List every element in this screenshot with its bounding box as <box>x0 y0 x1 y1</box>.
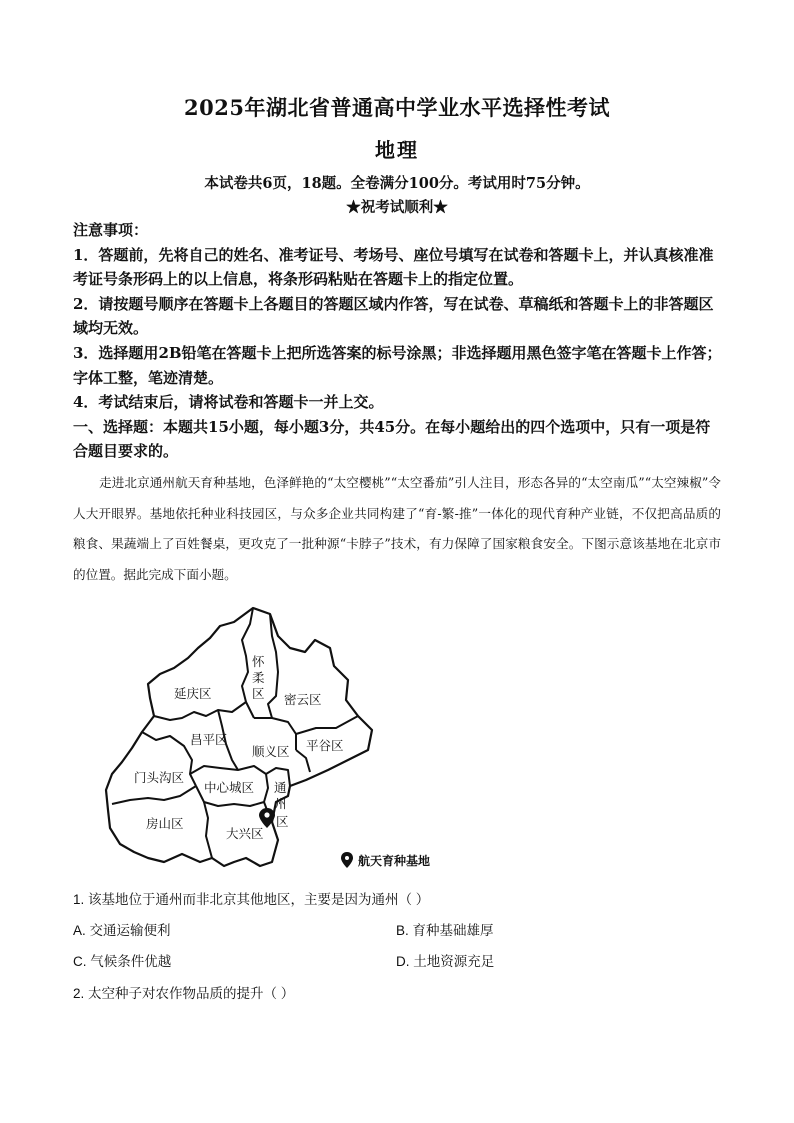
question-1-option-c: C. 气候条件优越 <box>73 954 172 969</box>
legend-label: 航天育种基地 <box>358 854 431 868</box>
beijing-map <box>100 600 460 870</box>
notice-item-1: 1．答题前，先将自己的姓名、准考证号、考场号、座位号填写在试卷和答题卡上，并认真核准准考证号条形码上的以上信息，将条形码粘贴在答题卡上的指定位置。 <box>73 245 714 289</box>
label-changping: 昌平区 <box>190 733 228 747</box>
label-zhongxin: 中心城区 <box>204 781 255 795</box>
label-yanqing: 延庆区 <box>174 687 212 701</box>
question-1-option-d: D. 土地资源充足 <box>396 954 495 969</box>
notice-heading: 注意事项： <box>73 221 149 239</box>
question-1-stem: 1. 该基地位于通州而非北京其他地区，主要是因为通州（ ） <box>73 892 430 907</box>
passage-text: 走进北京通州航天育种基地，色泽鲜艳的“太空樱桃”“太空番茄”引人注目，形态各异的“太空南瓜”“太空辣椒”令人大开眼界。基地依托种业科技园区，与众多企业共同构建了“育-繁-推”一体化的现代育种产业链，不仅把高品质的粮食、果蔬端上了百姓餐桌，更攻克了一批种源“卡脖子”技术，有力保障了国家粮食安全。下图示意该基地在北京市的位置。据此完成下面小题。 <box>73 475 721 582</box>
question-2-stem: 2. 太空种子对农作物品质的提升（ ） <box>73 986 295 1001</box>
label-tongzhou-2: 州 <box>274 797 287 811</box>
notice-item-2: 2．请按题号顺序在答题卡上各题目的答题区域内作答，写在试卷、草稿纸和答题卡上的非答题区域均无效。 <box>73 294 714 338</box>
label-tongzhou-1: 通 <box>274 781 287 795</box>
exam-subject: 地理 <box>375 138 419 162</box>
label-mentougou: 门头沟区 <box>134 771 185 785</box>
question-1-option-a: A. 交通运输便利 <box>73 923 171 938</box>
legend-pin-icon <box>341 852 353 868</box>
notice-item-3: 3．选择题用2B铅笔在答题卡上把所选答案的标号涂黑；非选择题用黑色签字笔在答题卡上作答；字体工整，笔迹清楚。 <box>73 343 722 387</box>
reading-passage <box>73 468 721 590</box>
exam-title: 2025年湖北省普通高中学业水平选择性考试 <box>184 95 610 120</box>
label-miyun: 密云区 <box>284 693 322 707</box>
label-huairou-3: 区 <box>252 687 265 701</box>
exam-wish: ★祝考试顺利★ <box>346 199 448 216</box>
notice-block <box>73 218 723 464</box>
label-huairou-2: 柔 <box>252 671 265 685</box>
label-daxing: 大兴区 <box>226 827 264 841</box>
label-pinggu: 平谷区 <box>306 739 344 753</box>
notice-item-4: 4．考试结束后，请将试卷和答题卡一并上交。 <box>73 393 384 412</box>
beijing-district-map <box>100 600 460 870</box>
label-shunyi: 顺义区 <box>252 745 290 759</box>
label-tongzhou-3: 区 <box>276 815 289 829</box>
exam-info: 本试卷共6页，18题。全卷满分100分。考试用时75分钟。 <box>204 175 590 192</box>
label-huairou-1: 怀 <box>252 655 265 669</box>
question-1-option-b: B. 育种基础雄厚 <box>396 923 494 938</box>
section-heading: 一、选择题：本题共15小题，每小题3分，共45分。在每小题给出的四个选项中，只有一项是符合题目要求的。 <box>73 417 711 461</box>
label-fangshan: 房山区 <box>146 817 184 831</box>
